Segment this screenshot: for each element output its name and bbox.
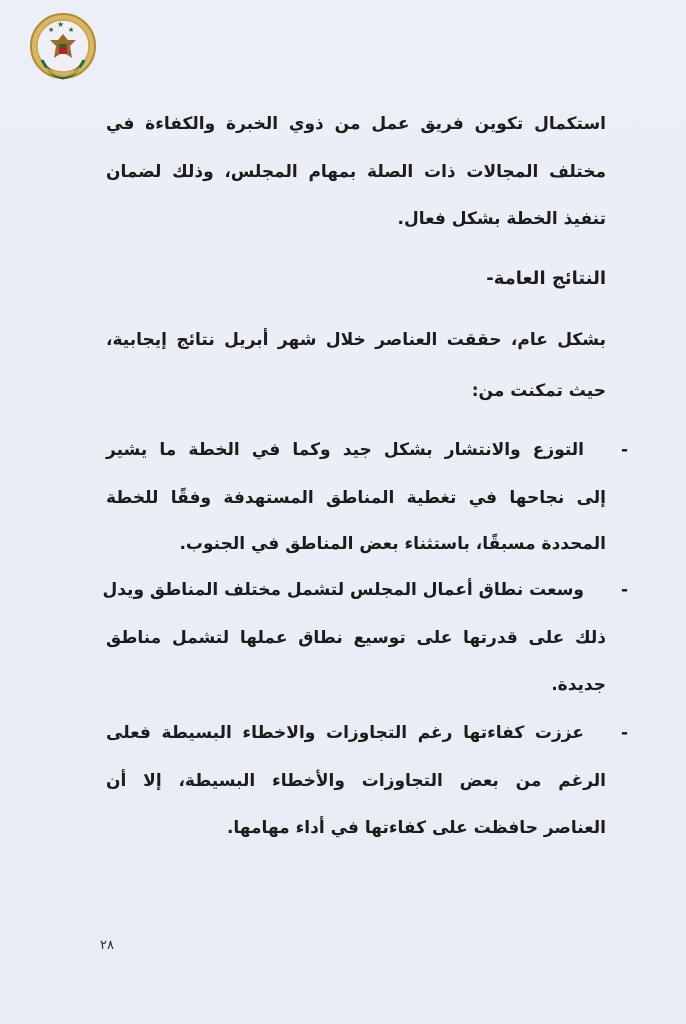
bullet-2-line-3: جديدة. xyxy=(551,675,606,695)
bullet-marker: - xyxy=(620,723,628,743)
svg-text:★: ★ xyxy=(68,26,75,34)
page-number: ٢٨ xyxy=(100,938,114,953)
bullet-2-line-1: وسعت نطاق أعمال المجلس لتشمل مختلف المناطق ويدل xyxy=(102,580,584,600)
bullet-1-line-1: التوزع والانتشار بشكل جيد وكما في الخطة ما يشير xyxy=(106,440,584,460)
paragraph-2-line-1: بشكل عام، حققت العناصر خلال شهر أبريل نتائج إيجابية، xyxy=(106,330,606,350)
bullet-1-line-2: إلى نجاحها في تغطية المناطق المستهدفة وفقًا للخطة xyxy=(106,488,606,508)
paragraph-2-line-2: حيث تمكنت من: xyxy=(471,381,606,401)
bullet-1-line-3: المحددة مسبقًا، باستثناء بعض المناطق في الجنوب. xyxy=(179,534,606,554)
svg-text:★: ★ xyxy=(48,26,55,34)
bullet-3-line-2: الرغم من بعض التجاوزات والأخطاء البسيطة، إلا أن xyxy=(106,771,606,791)
bullet-3-line-3: العناصر حافظت على كفاءتها في أداء مهامها. xyxy=(226,818,606,838)
section-heading: النتائج العامة- xyxy=(486,268,606,289)
uae-interior-emblem-icon xyxy=(28,10,98,86)
bullet-marker: - xyxy=(620,440,628,460)
bullet-2-line-2: ذلك على قدرتها على توسيع نطاق عملها لتشمل مناطق xyxy=(106,628,606,648)
bullet-3-line-1: عززت كفاءتها رغم التجاوزات والاخطاء البسيطة فعلى xyxy=(106,723,584,743)
paragraph-1-line-2: مختلف المجالات ذات الصلة بمهام المجلس، وذلك لضمان xyxy=(106,162,606,182)
paragraph-1-line-3: تنفيذ الخطة بشكل فعال. xyxy=(397,209,606,229)
paragraph-1-line-1: استكمال تكوين فريق عمل من ذوي الخبرة والكفاءة في xyxy=(106,114,606,134)
svg-text:★: ★ xyxy=(57,20,65,29)
bullet-marker: - xyxy=(620,580,628,600)
